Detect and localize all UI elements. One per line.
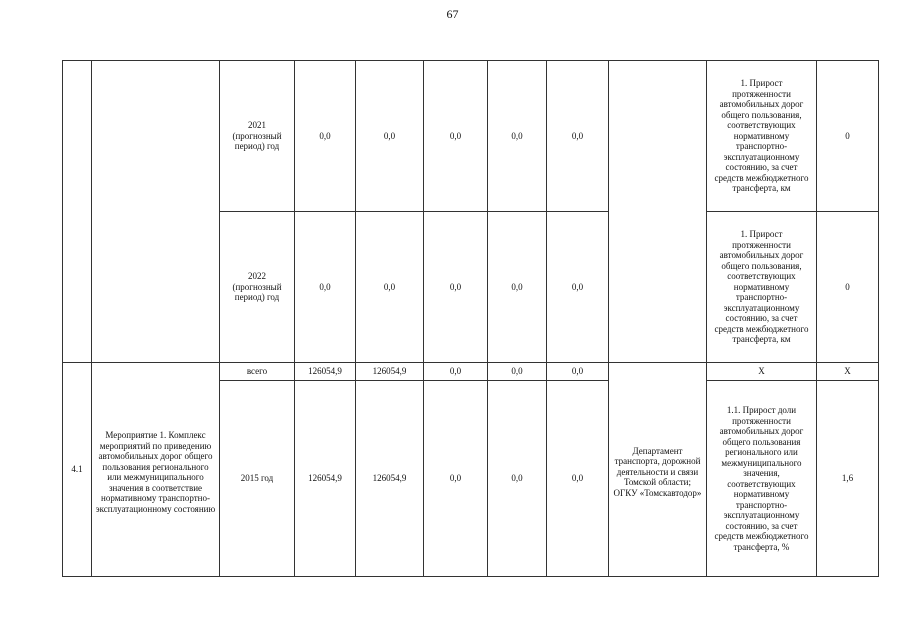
value-local: 0,0: [488, 61, 547, 212]
table-row: [63, 61, 879, 212]
value-other: 0,0: [547, 381, 609, 577]
value-total: 126054,9: [295, 381, 356, 577]
executor-cell: [609, 61, 707, 363]
value-total: 0,0: [295, 61, 356, 212]
indicator-cell: 1.1. Прирост доли протяженности автомобильных дорог общего пользования регионального или межмуниципального значения, соответствующих нормативному транспортно-эксплуатационному состоянию, за счет средств межбюджетного трансферта, %: [707, 381, 817, 577]
period-cell: 2015 год: [220, 381, 295, 577]
value-other: 0,0: [547, 61, 609, 212]
executor: Департамент транспорта, дорожной деятельности и связи Томской области; ОГКУ «Томскавтодор»: [609, 363, 707, 577]
measure-name: Мероприятие 1. Комплекс мероприятий по приведению автомобильных дорог общего пользования регионального или межмуниципального значения в соответствие нормативному транспортно-эксплуатационному состоянию: [92, 363, 220, 577]
value-federal: 126054,9: [356, 363, 424, 381]
value-local: 0,0: [488, 363, 547, 381]
value-regional: 0,0: [424, 212, 488, 363]
value-other: 0,0: [547, 363, 609, 381]
period-cell: 2022 (прогнозный период) год: [220, 212, 295, 363]
measure-number: 4.1: [63, 363, 92, 577]
value-other: 0,0: [547, 212, 609, 363]
page-number: 67: [446, 7, 459, 21]
program-table: [62, 60, 879, 577]
value-federal: 0,0: [356, 212, 424, 363]
indicator-cell: 1. Прирост протяженности автомобильных дорог общего пользования, соответствующих нормативному транспортно-эксплуатационному состоянию, за счет средств межбюджетного трансферта, км: [707, 61, 817, 212]
period-cell: 2021 (прогнозный период) год: [220, 61, 295, 212]
indicator-value-cell: 1,6: [817, 381, 879, 577]
value-regional: 0,0: [424, 61, 488, 212]
value-regional: 0,0: [424, 363, 488, 381]
indicator-cell: 1. Прирост протяженности автомобильных дорог общего пользования, соответствующих нормативному транспортно-эксплуатационному состоянию, за счет средств межбюджетного трансферта, км: [707, 212, 817, 363]
value-federal: 126054,9: [356, 381, 424, 577]
value-total: 126054,9: [295, 363, 356, 381]
value-local: 0,0: [488, 381, 547, 577]
indicator-value-cell: X: [817, 363, 879, 381]
row-number-cell: [63, 61, 92, 363]
measure-name-cell: [92, 61, 220, 363]
value-total: 0,0: [295, 212, 356, 363]
period-cell: всего: [220, 363, 295, 381]
indicator-cell: X: [707, 363, 817, 381]
indicator-value-cell: 0: [817, 212, 879, 363]
indicator-value-cell: 0: [817, 61, 879, 212]
value-regional: 0,0: [424, 381, 488, 577]
value-local: 0,0: [488, 212, 547, 363]
value-federal: 0,0: [356, 61, 424, 212]
table-row: [63, 363, 879, 381]
